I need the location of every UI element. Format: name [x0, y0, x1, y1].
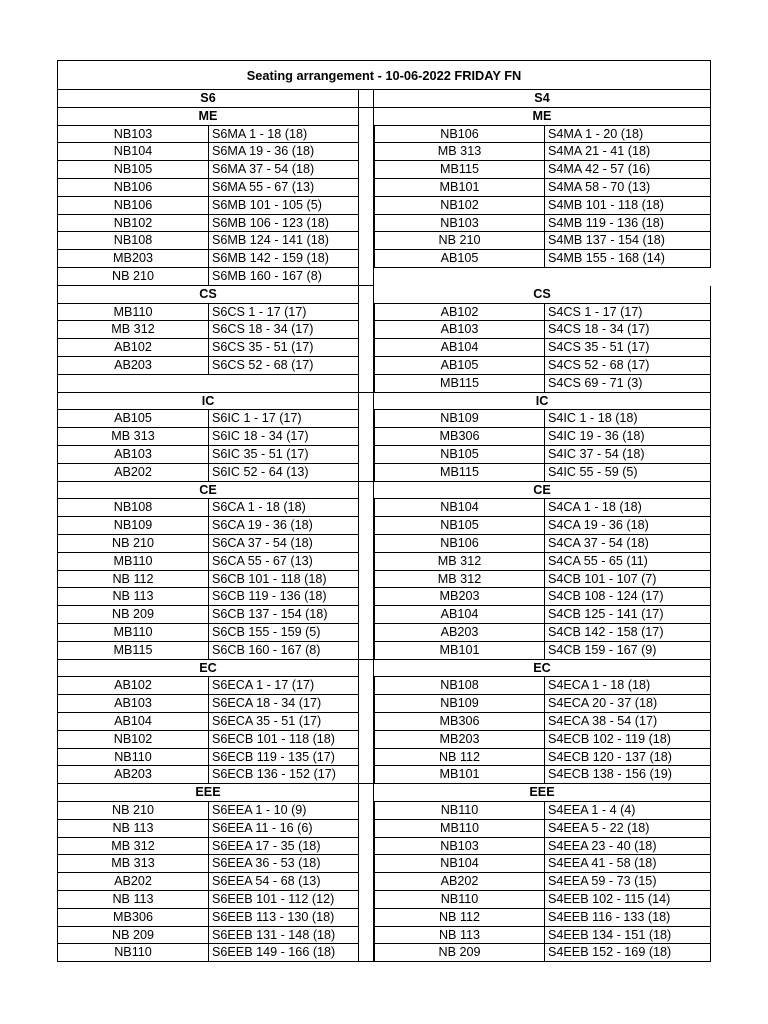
s4-room-cell: AB202: [374, 873, 544, 891]
s4-room-cell: NB 112: [374, 909, 544, 927]
s6-batch-cell: S6MA 1 - 18 (18): [208, 126, 358, 144]
column-gap: [358, 143, 374, 161]
s6-room-cell: NB103: [57, 126, 208, 144]
table-row: [57, 215, 711, 233]
table-row: [57, 695, 711, 713]
s4-room-cell: MB101: [374, 766, 544, 784]
column-gap: [358, 410, 374, 428]
s4-room-cell: MB203: [374, 588, 544, 606]
table-row: [57, 535, 711, 553]
s6-batch-cell: S6CA 19 - 36 (18): [208, 517, 358, 535]
column-gap: [358, 108, 374, 126]
s4-room-cell: MB203: [374, 731, 544, 749]
s6-batch-cell: S6EEA 1 - 10 (9): [208, 802, 358, 820]
s4-batch-cell: S4CA 37 - 54 (18): [544, 535, 711, 553]
s6-batch-cell: S6ECA 1 - 17 (17): [208, 677, 358, 695]
s6-batch-cell: S6EEB 101 - 112 (12): [208, 891, 358, 909]
table-row: [57, 126, 711, 144]
table-row: [57, 250, 711, 268]
table-row: [57, 766, 711, 784]
column-gap: [358, 855, 374, 873]
table-row: [57, 588, 711, 606]
s6-batch-cell: S6EEA 54 - 68 (13): [208, 873, 358, 891]
column-gap: [358, 197, 374, 215]
s4-room-cell: AB104: [374, 339, 544, 357]
s6-batch-cell: S6CB 137 - 154 (18): [208, 606, 358, 624]
s4-batch-cell: S4MA 1 - 20 (18): [544, 126, 711, 144]
s4-batch-cell: S4MB 119 - 136 (18): [544, 215, 711, 233]
s6-batch-cell: S6IC 18 - 34 (17): [208, 428, 358, 446]
s4-batch-cell: S4EEB 152 - 169 (18): [544, 944, 711, 962]
column-gap: [358, 766, 374, 784]
s6-room-cell: AB102: [57, 339, 208, 357]
s4-batch-cell: S4CA 1 - 18 (18): [544, 499, 711, 517]
table-row: [57, 909, 711, 927]
s6-room-cell: NB 210: [57, 535, 208, 553]
table-row: [57, 838, 711, 856]
s6-room-cell: MB 313: [57, 428, 208, 446]
department-label-s6: EC: [57, 660, 358, 678]
s4-batch-cell: S4CS 35 - 51 (17): [544, 339, 711, 357]
department-label-s4: IC: [374, 393, 711, 411]
s6-room-cell: NB106: [57, 179, 208, 197]
s4-batch-cell: S4CB 108 - 124 (17): [544, 588, 711, 606]
column-gap: [358, 642, 374, 660]
s4-room-cell: NB104: [374, 855, 544, 873]
s4-batch-cell: S4ECB 120 - 137 (18): [544, 749, 711, 767]
s6-empty-cell: [57, 375, 358, 393]
s4-room-cell: MB306: [374, 713, 544, 731]
s4-batch-cell: S4MB 155 - 168 (14): [544, 250, 711, 268]
s4-room-cell: AB105: [374, 250, 544, 268]
s6-room-cell: NB 210: [57, 268, 208, 286]
s6-room-cell: AB202: [57, 464, 208, 482]
s6-batch-cell: S6CS 1 - 17 (17): [208, 304, 358, 322]
s6-room-cell: AB103: [57, 695, 208, 713]
s6-room-cell: MB306: [57, 909, 208, 927]
s6-batch-cell: S6EEB 149 - 166 (18): [208, 944, 358, 962]
column-gap: [358, 624, 374, 642]
s6-batch-cell: S6IC 1 - 17 (17): [208, 410, 358, 428]
s6-batch-cell: S6MB 124 - 141 (18): [208, 232, 358, 250]
column-gap: [358, 499, 374, 517]
s6-batch-cell: S6EEA 17 - 35 (18): [208, 838, 358, 856]
table-row: [57, 321, 711, 339]
column-gap: [358, 749, 374, 767]
s6-batch-cell: S6MA 37 - 54 (18): [208, 161, 358, 179]
column-gap: [358, 838, 374, 856]
s4-room-cell: MB115: [374, 464, 544, 482]
s4-room-cell: MB101: [374, 179, 544, 197]
s6-batch-cell: S6EEB 113 - 130 (18): [208, 909, 358, 927]
s6-room-cell: NB 113: [57, 588, 208, 606]
department-label-s4: EC: [374, 660, 711, 678]
s6-batch-cell: S6EEA 11 - 16 (6): [208, 820, 358, 838]
s6-room-cell: NB 112: [57, 571, 208, 589]
s4-batch-cell: S4IC 37 - 54 (18): [544, 446, 711, 464]
s6-batch-cell: S6ECA 18 - 34 (17): [208, 695, 358, 713]
table-row: [57, 179, 711, 197]
table-row: [57, 375, 711, 393]
department-header-row: [57, 393, 711, 411]
s4-room-cell: NB105: [374, 446, 544, 464]
s6-batch-cell: S6MB 160 - 167 (8): [208, 268, 358, 286]
s6-batch-cell: S6CB 155 - 159 (5): [208, 624, 358, 642]
table-row: [57, 464, 711, 482]
s6-room-cell: AB203: [57, 357, 208, 375]
column-gap: [358, 268, 374, 286]
s6-batch-cell: S6ECA 35 - 51 (17): [208, 713, 358, 731]
page-title: Seating arrangement - 10-06-2022 FRIDAY FN: [57, 60, 711, 90]
column-gap: [358, 944, 374, 962]
s6-room-cell: MB115: [57, 642, 208, 660]
s4-room-cell: AB102: [374, 304, 544, 322]
s6-room-cell: NB108: [57, 232, 208, 250]
table-row: [57, 143, 711, 161]
column-gap: [358, 517, 374, 535]
column-gap: [358, 161, 374, 179]
s6-room-cell: NB110: [57, 749, 208, 767]
s4-room-cell: MB306: [374, 428, 544, 446]
column-gap: [358, 179, 374, 197]
s6-batch-cell: S6CB 119 - 136 (18): [208, 588, 358, 606]
column-gap: [358, 553, 374, 571]
s4-room-cell: AB105: [374, 357, 544, 375]
column-gap: [358, 571, 374, 589]
s4-empty-cell: [374, 268, 711, 286]
column-gap: [358, 126, 374, 144]
s6-batch-cell: S6CS 52 - 68 (17): [208, 357, 358, 375]
column-gap: [358, 215, 374, 233]
s4-batch-cell: S4EEB 116 - 133 (18): [544, 909, 711, 927]
s4-room-cell: NB110: [374, 891, 544, 909]
s6-batch-cell: S6MA 55 - 67 (13): [208, 179, 358, 197]
s6-room-cell: NB 209: [57, 606, 208, 624]
column-gap: [358, 535, 374, 553]
column-gap: [358, 784, 374, 802]
column-gap: [358, 713, 374, 731]
s4-batch-cell: S4CS 18 - 34 (17): [544, 321, 711, 339]
s6-room-cell: MB 312: [57, 838, 208, 856]
s4-room-cell: NB102: [374, 197, 544, 215]
table-row: [57, 731, 711, 749]
table-row: [57, 357, 711, 375]
s6-batch-cell: S6EEB 131 - 148 (18): [208, 927, 358, 945]
semester-label-s6: S6: [57, 90, 358, 108]
s4-batch-cell: S4CS 69 - 71 (3): [544, 375, 711, 393]
s6-batch-cell: S6CB 101 - 118 (18): [208, 571, 358, 589]
s4-batch-cell: S4EEA 1 - 4 (4): [544, 802, 711, 820]
s6-room-cell: NB102: [57, 731, 208, 749]
s6-room-cell: MB 312: [57, 321, 208, 339]
department-label-s4: CE: [374, 482, 711, 500]
s6-batch-cell: S6CA 37 - 54 (18): [208, 535, 358, 553]
s6-room-cell: NB109: [57, 517, 208, 535]
s6-room-cell: AB203: [57, 766, 208, 784]
s4-room-cell: AB103: [374, 321, 544, 339]
s4-room-cell: NB104: [374, 499, 544, 517]
s4-batch-cell: S4EEA 41 - 58 (18): [544, 855, 711, 873]
s6-room-cell: MB110: [57, 553, 208, 571]
table-row: [57, 197, 711, 215]
s6-room-cell: NB 210: [57, 802, 208, 820]
s4-batch-cell: S4ECB 102 - 119 (18): [544, 731, 711, 749]
column-gap: [358, 393, 374, 411]
s4-batch-cell: S4IC 1 - 18 (18): [544, 410, 711, 428]
table-row: [57, 927, 711, 945]
table-row: [57, 232, 711, 250]
table-row: [57, 802, 711, 820]
s4-batch-cell: S4CA 55 - 65 (11): [544, 553, 711, 571]
s4-room-cell: NB109: [374, 695, 544, 713]
s4-batch-cell: S4EEB 134 - 151 (18): [544, 927, 711, 945]
s4-batch-cell: S4CS 52 - 68 (17): [544, 357, 711, 375]
table-row: [57, 161, 711, 179]
s4-room-cell: AB104: [374, 606, 544, 624]
table-row: [57, 517, 711, 535]
column-gap: [358, 446, 374, 464]
s4-batch-cell: S4EEA 59 - 73 (15): [544, 873, 711, 891]
s4-room-cell: NB 112: [374, 749, 544, 767]
s4-batch-cell: S4MA 58 - 70 (13): [544, 179, 711, 197]
s4-room-cell: NB110: [374, 802, 544, 820]
s4-batch-cell: S4MA 42 - 57 (16): [544, 161, 711, 179]
s4-batch-cell: S4IC 19 - 36 (18): [544, 428, 711, 446]
s6-batch-cell: S6ECB 101 - 118 (18): [208, 731, 358, 749]
table-row: [57, 677, 711, 695]
s6-room-cell: AB103: [57, 446, 208, 464]
table-row: [57, 304, 711, 322]
table-row: [57, 606, 711, 624]
s4-room-cell: NB106: [374, 126, 544, 144]
table-row: [57, 713, 711, 731]
s4-batch-cell: S4CB 142 - 158 (17): [544, 624, 711, 642]
s4-room-cell: NB105: [374, 517, 544, 535]
s4-room-cell: NB 113: [374, 927, 544, 945]
s6-room-cell: NB 113: [57, 820, 208, 838]
column-gap: [358, 660, 374, 678]
table-row: [57, 855, 711, 873]
s4-batch-cell: S4EEA 23 - 40 (18): [544, 838, 711, 856]
semester-label-s4: S4: [374, 90, 711, 108]
s4-batch-cell: S4ECA 20 - 37 (18): [544, 695, 711, 713]
s4-room-cell: MB 313: [374, 143, 544, 161]
s4-batch-cell: S4MB 137 - 154 (18): [544, 232, 711, 250]
s4-batch-cell: S4ECB 138 - 156 (19): [544, 766, 711, 784]
s4-batch-cell: S4EEA 5 - 22 (18): [544, 820, 711, 838]
s4-room-cell: NB 209: [374, 944, 544, 962]
s4-room-cell: NB109: [374, 410, 544, 428]
department-label-s6: CS: [57, 286, 358, 304]
s4-batch-cell: S4CB 101 - 107 (7): [544, 571, 711, 589]
department-label-s4: ME: [374, 108, 711, 126]
s4-room-cell: MB101: [374, 642, 544, 660]
table-row: [57, 624, 711, 642]
s4-batch-cell: S4CB 159 - 167 (9): [544, 642, 711, 660]
s6-batch-cell: S6MB 101 - 105 (5): [208, 197, 358, 215]
column-gap: [358, 304, 374, 322]
s4-room-cell: NB108: [374, 677, 544, 695]
s4-batch-cell: S4MA 21 - 41 (18): [544, 143, 711, 161]
s6-batch-cell: S6CA 1 - 18 (18): [208, 499, 358, 517]
table-row: [57, 749, 711, 767]
s4-batch-cell: S4CA 19 - 36 (18): [544, 517, 711, 535]
table-row: [57, 410, 711, 428]
column-gap: [358, 482, 374, 500]
s6-batch-cell: S6MB 106 - 123 (18): [208, 215, 358, 233]
table-row: [57, 820, 711, 838]
table-row: [57, 553, 711, 571]
s6-batch-cell: S6CA 55 - 67 (13): [208, 553, 358, 571]
s6-room-cell: NB106: [57, 197, 208, 215]
s4-room-cell: NB103: [374, 215, 544, 233]
department-header-row: [57, 784, 711, 802]
table-row: [57, 446, 711, 464]
column-gap: [358, 321, 374, 339]
s4-room-cell: MB115: [374, 375, 544, 393]
s6-batch-cell: S6CS 18 - 34 (17): [208, 321, 358, 339]
table-row: [57, 339, 711, 357]
table-row: [57, 642, 711, 660]
s4-room-cell: NB106: [374, 535, 544, 553]
s6-batch-cell: S6IC 35 - 51 (17): [208, 446, 358, 464]
department-header-row: [57, 660, 711, 678]
column-gap: [358, 588, 374, 606]
column-gap: [358, 357, 374, 375]
column-gap: [358, 820, 374, 838]
column-gap: [358, 286, 374, 304]
department-label-s6: CE: [57, 482, 358, 500]
s6-room-cell: NB105: [57, 161, 208, 179]
table-row: [57, 428, 711, 446]
column-gap: [358, 891, 374, 909]
column-gap: [358, 873, 374, 891]
column-gap: [358, 375, 374, 393]
s6-room-cell: NB102: [57, 215, 208, 233]
table-row: [57, 891, 711, 909]
department-label-s6: IC: [57, 393, 358, 411]
semester-header-row: [57, 90, 711, 108]
s4-room-cell: MB115: [374, 161, 544, 179]
column-gap: [358, 927, 374, 945]
column-gap: [358, 731, 374, 749]
s4-room-cell: AB203: [374, 624, 544, 642]
s6-room-cell: NB 209: [57, 927, 208, 945]
s6-room-cell: MB110: [57, 304, 208, 322]
s6-room-cell: NB 113: [57, 891, 208, 909]
column-gap: [358, 909, 374, 927]
s6-room-cell: MB203: [57, 250, 208, 268]
s6-batch-cell: S6MA 19 - 36 (18): [208, 143, 358, 161]
department-label-s6: EEE: [57, 784, 358, 802]
s6-batch-cell: S6IC 52 - 64 (13): [208, 464, 358, 482]
department-label-s4: CS: [374, 286, 711, 304]
column-gap: [358, 90, 374, 108]
s6-room-cell: NB104: [57, 143, 208, 161]
s6-room-cell: AB102: [57, 677, 208, 695]
column-gap: [358, 428, 374, 446]
department-label-s6: ME: [57, 108, 358, 126]
department-header-row: [57, 108, 711, 126]
department-header-row: [57, 482, 711, 500]
s4-batch-cell: S4CB 125 - 141 (17): [544, 606, 711, 624]
s6-room-cell: AB104: [57, 713, 208, 731]
s6-room-cell: NB108: [57, 499, 208, 517]
column-gap: [358, 464, 374, 482]
s6-batch-cell: S6MB 142 - 159 (18): [208, 250, 358, 268]
column-gap: [358, 232, 374, 250]
s4-room-cell: MB 312: [374, 553, 544, 571]
table-row: [57, 873, 711, 891]
column-gap: [358, 802, 374, 820]
s4-batch-cell: S4ECA 1 - 18 (18): [544, 677, 711, 695]
column-gap: [358, 339, 374, 357]
column-gap: [358, 250, 374, 268]
department-header-row: [57, 286, 711, 304]
s6-batch-cell: S6EEA 36 - 53 (18): [208, 855, 358, 873]
table-row: [57, 571, 711, 589]
s4-batch-cell: S4MB 101 - 118 (18): [544, 197, 711, 215]
s6-batch-cell: S6CB 160 - 167 (8): [208, 642, 358, 660]
table-row: [57, 268, 711, 286]
department-label-s4: EEE: [374, 784, 711, 802]
s4-batch-cell: S4EEB 102 - 115 (14): [544, 891, 711, 909]
s4-batch-cell: S4IC 55 - 59 (5): [544, 464, 711, 482]
s6-batch-cell: S6CS 35 - 51 (17): [208, 339, 358, 357]
s6-room-cell: AB105: [57, 410, 208, 428]
s4-batch-cell: S4ECA 38 - 54 (17): [544, 713, 711, 731]
title-row: [57, 60, 711, 90]
table-row: [57, 944, 711, 962]
s6-room-cell: AB202: [57, 873, 208, 891]
s6-room-cell: NB110: [57, 944, 208, 962]
s6-batch-cell: S6ECB 119 - 135 (17): [208, 749, 358, 767]
s4-room-cell: NB103: [374, 838, 544, 856]
s4-room-cell: NB 210: [374, 232, 544, 250]
table-row: [57, 499, 711, 517]
s6-room-cell: MB110: [57, 624, 208, 642]
s6-batch-cell: S6ECB 136 - 152 (17): [208, 766, 358, 784]
s4-room-cell: MB110: [374, 820, 544, 838]
column-gap: [358, 606, 374, 624]
s4-room-cell: MB 312: [374, 571, 544, 589]
column-gap: [358, 695, 374, 713]
s4-batch-cell: S4CS 1 - 17 (17): [544, 304, 711, 322]
column-gap: [358, 677, 374, 695]
s6-room-cell: MB 313: [57, 855, 208, 873]
